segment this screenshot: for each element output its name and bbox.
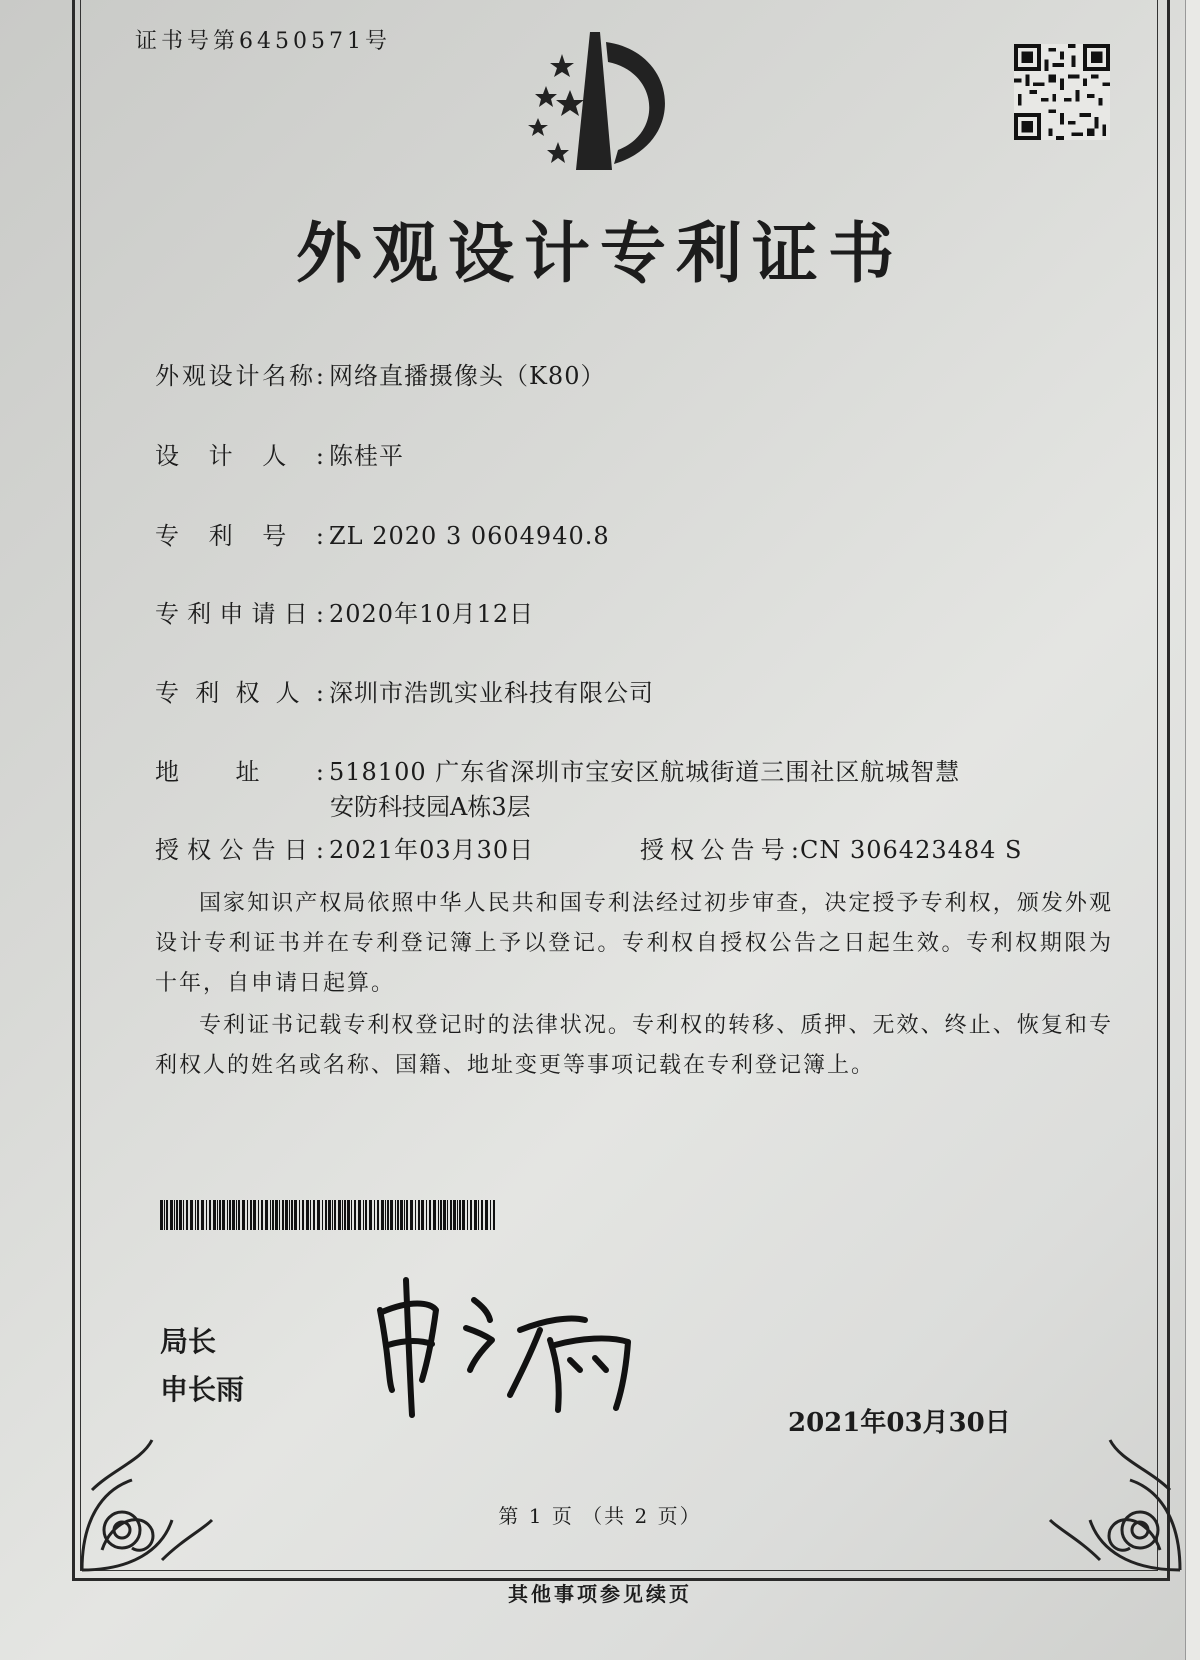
paragraph-grant: 国家知识产权局依照中华人民共和国专利法经过初步审查，决定授予专利权，颁发外观设计专利证书并在专利登记簿上予以登记。专利权自授权公告之日起生效。专利权期限为十年，自申请日起算。 (155, 891, 1113, 996)
barcode-bar (236, 1200, 237, 1230)
address-line-2: 安防科技园A栋3层 (330, 793, 531, 821)
barcode-bar (443, 1200, 446, 1230)
barcode-bar (429, 1200, 431, 1230)
barcode-bar (170, 1200, 173, 1230)
barcode-bar (279, 1200, 280, 1230)
barcode-bar (179, 1200, 182, 1230)
barcode-bar (418, 1200, 420, 1230)
barcode-bar (450, 1200, 452, 1230)
barcode-bar (213, 1200, 216, 1230)
barcode-bar (344, 1200, 346, 1230)
barcode-bar (377, 1200, 379, 1230)
barcode-bar (317, 1200, 320, 1230)
barcode-bar (397, 1200, 399, 1230)
barcode-bar (272, 1200, 274, 1230)
barcode-bar (421, 1200, 424, 1230)
barcode-bar (291, 1200, 293, 1230)
barcode-bar (363, 1200, 364, 1230)
barcode-bar (374, 1200, 375, 1230)
barcode-bar (209, 1200, 211, 1230)
field-patent-number (155, 516, 610, 551)
barcode-bar (354, 1200, 356, 1230)
barcode-bar (322, 1200, 323, 1230)
barcode-bar (426, 1200, 427, 1230)
barcode-bar (325, 1200, 327, 1230)
field-value: ZL 2020 3 0604940.8 (329, 522, 610, 550)
barcode-bar (328, 1200, 331, 1230)
barcode-bar (433, 1200, 436, 1230)
barcode-bar (250, 1200, 252, 1230)
field-label: 专利号: (155, 522, 325, 550)
barcode-bar (385, 1200, 386, 1230)
field-value: CN 306423484 S (800, 836, 1023, 864)
barcode-bar (365, 1200, 367, 1230)
field-value: 网络直播摄像头（K80） (329, 362, 606, 390)
barcode-bar (485, 1200, 488, 1230)
barcode-bar (253, 1200, 256, 1230)
barcode-bar (395, 1200, 396, 1230)
barcode-bar (219, 1200, 221, 1230)
barcode-bar (306, 1200, 309, 1230)
barcode-bar (462, 1200, 465, 1230)
director-title: 局长 (160, 1325, 217, 1358)
barcode-bar (222, 1200, 225, 1230)
sign-date: 2021年03月30日 (788, 1408, 1011, 1438)
document-title: 外观设计专利证书 (296, 215, 904, 292)
barcode-bar (299, 1200, 300, 1230)
barcode-bar (270, 1200, 271, 1230)
field-value: 2021年03月30日 (329, 836, 535, 864)
barcode-bar (294, 1200, 297, 1230)
barcode-bar (247, 1200, 248, 1230)
barcode-bar (289, 1200, 290, 1230)
barcode-bar (164, 1200, 165, 1230)
barcode-bar (342, 1200, 343, 1230)
barcode-bar (201, 1200, 204, 1230)
barcode-bar (176, 1200, 178, 1230)
barcode-bar (369, 1200, 372, 1230)
barcode-bar (310, 1200, 311, 1230)
barcode-bar (459, 1200, 461, 1230)
barcode-bar (410, 1200, 413, 1230)
barcode-bar (453, 1200, 456, 1230)
field-address (155, 752, 960, 787)
field-label: 外观设计名称: (155, 362, 325, 390)
barcode-bar (415, 1200, 416, 1230)
barcode-bar (447, 1200, 448, 1230)
barcode-bar (197, 1200, 199, 1230)
barcode-bar (358, 1200, 361, 1230)
barcode-bar (390, 1200, 393, 1230)
barcode-bar (206, 1200, 207, 1230)
barcode-bar (338, 1200, 341, 1230)
field-label: 地址: (155, 758, 325, 786)
certificate-number: 证书号第6450571号 (135, 29, 391, 54)
barcode-bar (174, 1200, 175, 1230)
barcode-bar (217, 1200, 218, 1230)
field-design-name (155, 356, 605, 391)
director-block (160, 1318, 244, 1414)
barcode-bar (332, 1200, 333, 1230)
barcode-bar (351, 1200, 352, 1230)
barcode-bar (275, 1200, 278, 1230)
barcode-bar (438, 1200, 439, 1230)
barcode-bar (265, 1200, 268, 1230)
field-value: 2020年10月12日 (329, 600, 535, 628)
page-number: 第 1 页 （共 2 页） (498, 1504, 702, 1528)
barcode-bar (470, 1200, 472, 1230)
barcode-bar (258, 1200, 259, 1230)
barcode-bar (229, 1200, 231, 1230)
barcode (160, 1200, 495, 1230)
barcode-bar (183, 1200, 184, 1230)
field-grant-date (155, 830, 534, 865)
barcode-bar (238, 1200, 240, 1230)
field-value: 深圳市浩凯实业科技有限公司 (329, 679, 654, 707)
barcode-bar (282, 1200, 284, 1230)
barcode-bar (490, 1200, 491, 1230)
barcode-bar (400, 1200, 403, 1230)
director-signature (370, 1270, 650, 1420)
field-label: 授权公告日: (155, 836, 325, 864)
barcode-bar (232, 1200, 235, 1230)
field-value: 陈桂平 (329, 442, 404, 470)
barcode-bar (467, 1200, 468, 1230)
director-name: 申长雨 (160, 1373, 245, 1406)
barcode-bar (406, 1200, 408, 1230)
qr-code (1014, 44, 1110, 140)
barcode-bar (381, 1200, 384, 1230)
field-filing-date (155, 594, 534, 629)
barcode-bar (478, 1200, 479, 1230)
barcode-bar (302, 1200, 304, 1230)
field-label: 专利申请日: (155, 600, 325, 628)
barcode-bar (160, 1200, 163, 1230)
barcode-bar (195, 1200, 196, 1230)
barcode-bar (457, 1200, 458, 1230)
barcode-bar (440, 1200, 442, 1230)
continued-note: 其他事项参见续页 (508, 1582, 692, 1606)
field-label: 设计人: (155, 442, 325, 470)
field-label: 授权公告号: (640, 836, 800, 864)
field-patentee (155, 673, 654, 708)
barcode-bar (387, 1200, 389, 1230)
barcode-bar (313, 1200, 315, 1230)
barcode-bar (347, 1200, 350, 1230)
field-value: 518100 广东省深圳市宝安区航城街道三围社区航城智慧 (329, 758, 961, 786)
barcode-bar (481, 1200, 483, 1230)
field-grant-number (640, 830, 1023, 865)
barcode-bar (186, 1200, 188, 1230)
field-label: 专利权人: (155, 679, 325, 707)
barcode-bar (404, 1200, 405, 1230)
barcode-bar (190, 1200, 193, 1230)
barcode-bar (166, 1200, 168, 1230)
paragraph-legal-status: 专利证书记载专利权登记时的法律状况。专利权的转移、质押、无效、终止、恢复和专利权人的姓名或名称、国籍、地址变更等事项记载在专利登记簿上。 (155, 1013, 1113, 1078)
barcode-bar (334, 1200, 336, 1230)
barcode-bar (493, 1200, 495, 1230)
barcode-bar (227, 1200, 228, 1230)
barcode-bar (285, 1200, 288, 1230)
barcode-bar (242, 1200, 245, 1230)
barcode-bar (474, 1200, 477, 1230)
field-designer (155, 436, 404, 471)
barcode-bar (261, 1200, 263, 1230)
cnipa-emblem-icon (528, 32, 728, 192)
